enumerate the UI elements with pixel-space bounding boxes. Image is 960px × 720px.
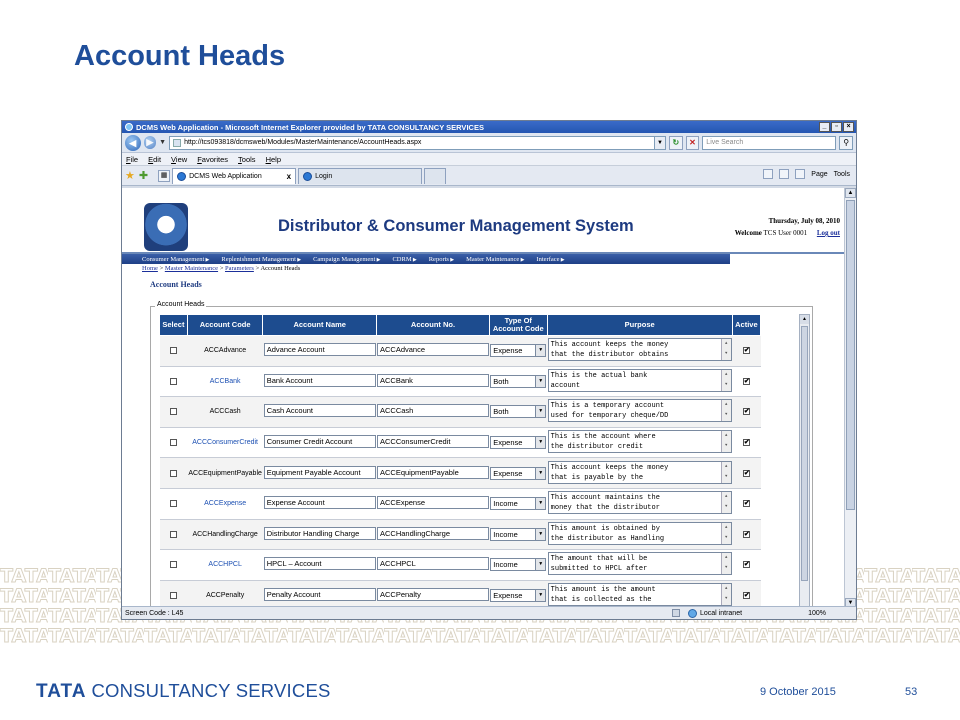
purpose-textarea[interactable] xyxy=(548,552,732,575)
col-account-code: Account Code xyxy=(187,315,263,336)
account-no-cell xyxy=(377,427,490,458)
select-cell xyxy=(160,580,188,608)
nav-reports[interactable]: Reports ▶ xyxy=(429,256,454,263)
select-cell xyxy=(160,550,188,581)
col-type: Type Of Account Code xyxy=(489,315,547,336)
account-code-cell xyxy=(187,550,263,581)
nav-interface[interactable]: Interface ▶ xyxy=(536,256,564,263)
select-checkbox[interactable] xyxy=(170,531,177,538)
active-cell xyxy=(732,427,760,458)
chevron-down-icon[interactable]: ▼ xyxy=(535,437,545,448)
select-cell xyxy=(160,397,188,428)
active-checkbox[interactable] xyxy=(743,470,750,477)
table-row xyxy=(160,550,761,581)
page-scroll-thumb[interactable] xyxy=(846,200,855,510)
col-select: Select xyxy=(160,315,188,336)
breadcrumb-sep: > xyxy=(219,265,224,272)
nav-campaign-management[interactable]: Campaign Management ▶ xyxy=(313,256,380,263)
refresh-button[interactable] xyxy=(669,136,683,150)
quick-tabs-icon[interactable]: ▦ xyxy=(158,170,170,182)
textarea-scroll-icon[interactable]: ▲ ▼ xyxy=(721,400,731,421)
type-cell xyxy=(489,550,547,581)
textarea-scroll-icon[interactable]: ▲ ▼ xyxy=(721,431,731,452)
address-bar xyxy=(122,133,856,153)
account-code[interactable]: ACCExpense xyxy=(204,500,247,508)
account-type-value: Both xyxy=(493,407,509,417)
col-active: Active xyxy=(732,315,760,336)
account-no-input[interactable]: ACCAdvance xyxy=(377,343,489,356)
account-no-cell xyxy=(377,488,490,519)
account-code[interactable]: ACCHPCL xyxy=(208,561,242,569)
active-checkbox[interactable] xyxy=(743,378,750,385)
breadcrumb xyxy=(122,264,846,274)
scroll-up-icon[interactable]: ▲ xyxy=(845,188,856,198)
breadcrumb-home[interactable]: Home xyxy=(142,265,158,272)
active-checkbox[interactable] xyxy=(743,347,750,354)
select-checkbox[interactable] xyxy=(170,470,177,477)
select-checkbox[interactable] xyxy=(170,439,177,446)
logo-consultancy-services: CONSULTANCY SERVICES xyxy=(91,680,331,701)
account-name-cell xyxy=(263,336,377,367)
stop-button[interactable] xyxy=(686,136,700,150)
back-arrow-icon: ◀ xyxy=(129,137,137,148)
favorites-star-icon[interactable]: ★ xyxy=(125,170,135,182)
select-checkbox[interactable] xyxy=(170,408,177,415)
chevron-down-icon[interactable]: ▼ xyxy=(535,590,545,601)
search-input[interactable]: Live Search xyxy=(702,136,836,150)
purpose-textarea[interactable] xyxy=(548,583,732,606)
scroll-up-icon[interactable]: ▲ xyxy=(800,315,809,324)
history-dropdown-icon[interactable]: ▼ xyxy=(159,139,167,146)
purpose-textarea[interactable] xyxy=(548,369,732,392)
account-code-cell xyxy=(187,336,263,367)
account-no-cell xyxy=(377,397,490,428)
chevron-down-icon[interactable]: ▼ xyxy=(535,529,545,540)
active-checkbox[interactable] xyxy=(743,408,750,415)
chevron-down-icon[interactable]: ▼ xyxy=(535,406,545,417)
col-purpose: Purpose xyxy=(547,315,732,336)
account-name-input[interactable]: HPCL – Account xyxy=(264,557,376,570)
account-type-value: Both xyxy=(493,376,509,386)
table-row xyxy=(160,458,761,489)
account-code-cell xyxy=(187,397,263,428)
slide-date: 9 October 2015 xyxy=(760,686,836,698)
globe-icon xyxy=(688,609,697,618)
purpose-line-2: submitted to HPCL after xyxy=(550,565,648,574)
section-title: Account Heads xyxy=(150,280,202,289)
tools-menu[interactable]: Tools xyxy=(833,170,850,178)
chevron-down-icon[interactable]: ▼ xyxy=(535,498,545,509)
table-row xyxy=(160,427,761,458)
account-type-select[interactable] xyxy=(490,344,546,357)
status-zone xyxy=(688,609,742,618)
account-name-cell xyxy=(263,550,377,581)
home-icon[interactable] xyxy=(763,169,773,179)
account-type-value: Income xyxy=(493,529,518,539)
account-no-cell xyxy=(377,519,490,550)
breadcrumb-sep: > xyxy=(255,265,260,272)
account-code: ACCCash xyxy=(209,408,241,416)
active-cell xyxy=(732,550,760,581)
tcs-logo xyxy=(36,680,331,703)
minimize-button[interactable]: _ xyxy=(819,122,830,132)
select-checkbox[interactable] xyxy=(170,378,177,385)
account-no-input[interactable]: ACCCash xyxy=(377,404,489,417)
active-cell xyxy=(732,336,760,367)
select-cell xyxy=(160,458,188,489)
account-type-value: Expense xyxy=(493,468,523,478)
type-cell xyxy=(489,336,547,367)
col-account-name: Account Name xyxy=(263,315,377,336)
account-type-value: Income xyxy=(493,499,518,509)
breadcrumb-parameters[interactable]: Parameters xyxy=(224,265,254,272)
grid-scroll-thumb[interactable] xyxy=(801,326,808,581)
scroll-down-icon[interactable]: ▼ xyxy=(845,598,856,608)
account-code-cell xyxy=(187,366,263,397)
select-checkbox[interactable] xyxy=(170,500,177,507)
status-screen-code: Screen Code : L45 xyxy=(125,609,184,617)
account-no-cell xyxy=(377,550,490,581)
active-cell xyxy=(732,580,760,608)
purpose-line-2: money that the distributor xyxy=(550,504,660,513)
account-name-input[interactable]: Distributor Handling Charge xyxy=(264,527,376,540)
nav-consumer-management[interactable]: Consumer Management ▶ xyxy=(142,256,209,263)
account-type-select[interactable] xyxy=(490,497,546,510)
account-name-input[interactable]: Equipment Payable Account xyxy=(264,466,376,479)
new-tab-button[interactable] xyxy=(424,168,446,184)
menu-favorites[interactable]: Favorites xyxy=(197,154,229,164)
purpose-line-2: used for temporary cheque/DD xyxy=(550,412,669,421)
account-type-select[interactable] xyxy=(490,436,546,449)
close-tab-icon[interactable]: x xyxy=(286,171,292,181)
account-type-value: Expense xyxy=(493,438,523,448)
welcome-text xyxy=(735,229,840,237)
select-cell xyxy=(160,336,188,367)
user-name: TCS User 0001 xyxy=(763,229,808,237)
restore-button[interactable]: ▫ xyxy=(831,122,842,132)
page-scrollbar[interactable] xyxy=(844,188,856,608)
forward-arrow-icon: ▶ xyxy=(146,137,154,147)
fieldset-legend: Account Heads xyxy=(157,301,205,308)
textarea-scroll-icon[interactable]: ▲ ▼ xyxy=(721,339,731,360)
menu-help[interactable]: Help xyxy=(265,154,281,164)
active-cell xyxy=(732,488,760,519)
account-no-input[interactable]: ACCConsumerCredit xyxy=(377,435,489,448)
account-code-cell xyxy=(187,519,263,550)
active-checkbox[interactable] xyxy=(743,500,750,507)
purpose-textarea[interactable] xyxy=(548,461,732,484)
nav-replenishment-management[interactable]: Replenishment Management ▶ xyxy=(221,256,301,263)
select-cell xyxy=(160,366,188,397)
account-name-input[interactable]: Expense Account xyxy=(264,496,376,509)
feeds-icon[interactable] xyxy=(779,169,789,179)
purpose-cell xyxy=(547,397,732,428)
type-cell xyxy=(489,366,547,397)
account-type-select[interactable] xyxy=(490,467,546,480)
purpose-line-2: the distributor as Handling xyxy=(550,534,665,543)
account-heads-table xyxy=(159,314,761,608)
app-header xyxy=(122,188,846,254)
tab-login[interactable] xyxy=(298,168,422,184)
purpose-line-2: that the distributor obtains xyxy=(550,351,669,360)
account-code-cell xyxy=(187,458,263,489)
window-title: DCMS Web Application - Microsoft Internet Explorer provided by TATA CONSULTANCY SERVICES xyxy=(136,122,484,132)
purpose-cell xyxy=(547,580,732,608)
grid-scrollbar[interactable] xyxy=(799,314,810,608)
current-date: Thursday, July 08, 2010 xyxy=(768,217,840,225)
account-no-input[interactable]: ACCPenalty xyxy=(377,588,489,601)
account-type-value: Income xyxy=(493,560,518,570)
account-name-cell xyxy=(263,458,377,489)
account-code: ACCPenalty xyxy=(206,592,245,600)
active-cell xyxy=(732,458,760,489)
ie-icon xyxy=(303,172,312,181)
account-type-select[interactable] xyxy=(490,589,546,602)
purpose-line-2: account xyxy=(550,381,581,390)
active-checkbox[interactable] xyxy=(743,439,750,446)
chevron-down-icon[interactable]: ▼ xyxy=(535,559,545,570)
textarea-scroll-icon[interactable]: ▲ ▼ xyxy=(721,553,731,574)
slide-page-number: 53 xyxy=(905,686,918,698)
page-menu[interactable]: Page xyxy=(811,170,828,178)
menu-edit[interactable]: Edit xyxy=(148,154,162,164)
type-cell xyxy=(489,458,547,489)
purpose-textarea[interactable] xyxy=(548,430,732,453)
ie-icon xyxy=(125,123,133,131)
account-type-select[interactable] xyxy=(490,558,546,571)
account-code[interactable]: ACCConsumerCredit xyxy=(192,439,259,447)
purpose-line-1: This account keeps the money xyxy=(550,463,669,472)
purpose-line-1: This is the account where xyxy=(550,433,656,442)
account-no-input[interactable]: ACCBank xyxy=(377,374,489,387)
purpose-cell xyxy=(547,336,732,367)
textarea-scroll-icon[interactable]: ▲ ▼ xyxy=(721,492,731,513)
account-name-input[interactable]: Bank Account xyxy=(264,374,376,387)
purpose-cell xyxy=(547,550,732,581)
account-name-cell xyxy=(263,519,377,550)
hpcl-logo xyxy=(144,203,188,251)
account-code[interactable]: ACCBank xyxy=(209,377,241,385)
account-name-input[interactable]: Cash Account xyxy=(264,404,376,417)
logout-link[interactable]: Log out xyxy=(816,229,840,237)
purpose-line-2: that is payable by the xyxy=(550,473,644,482)
table-row xyxy=(160,580,761,608)
status-bar xyxy=(122,606,857,619)
select-cell xyxy=(160,427,188,458)
menu-file[interactable]: File xyxy=(126,154,139,164)
select-checkbox[interactable] xyxy=(170,592,177,599)
purpose-line-1: The amount that will be xyxy=(550,555,648,564)
search-icon: ⚲ xyxy=(843,137,850,147)
textarea-scroll-icon[interactable]: ▲ ▼ xyxy=(721,523,731,544)
back-button[interactable] xyxy=(125,135,141,151)
logo-tata: TATA xyxy=(36,681,87,702)
search-button[interactable] xyxy=(839,136,853,150)
select-checkbox[interactable] xyxy=(170,347,177,354)
account-type-value: Expense xyxy=(493,346,523,356)
type-cell xyxy=(489,427,547,458)
table-row xyxy=(160,366,761,397)
breadcrumb-sep: > xyxy=(159,265,164,272)
account-no-input[interactable]: ACCEquipmentPayable xyxy=(377,466,489,479)
purpose-line-2: the distributor credit xyxy=(550,443,644,452)
status-zone-label: Local intranet xyxy=(700,609,743,617)
table-row xyxy=(160,488,761,519)
url-text: http://tcs093818/dcmsweb/Modules/MasterMaintenance/AccountHeads.aspx xyxy=(184,138,422,146)
table-row xyxy=(160,336,761,367)
purpose-line-2: that is collected as the xyxy=(550,596,652,605)
slide-title: Account Heads xyxy=(74,40,286,72)
zoom-level[interactable]: 100% xyxy=(808,609,826,617)
app-nav-menu xyxy=(122,254,730,264)
account-code: ACCAdvance xyxy=(204,347,247,355)
purpose-cell xyxy=(547,427,732,458)
account-type-select[interactable] xyxy=(490,375,546,388)
account-no-cell xyxy=(377,458,490,489)
account-type-value: Expense xyxy=(493,591,523,601)
account-name-cell xyxy=(263,580,377,608)
account-no-cell xyxy=(377,336,490,367)
nav-cdrm[interactable]: CDRM ▶ xyxy=(392,256,416,263)
account-no-input[interactable]: ACCExpense xyxy=(377,496,489,509)
page-icon xyxy=(173,139,181,147)
active-checkbox[interactable] xyxy=(743,531,750,538)
purpose-cell xyxy=(547,519,732,550)
tab-label: DCMS Web Application xyxy=(189,172,262,180)
account-code: ACCHandlingCharge xyxy=(192,530,258,538)
refresh-icon: ↻ xyxy=(672,137,680,147)
purpose-textarea[interactable] xyxy=(548,399,732,422)
window-title-bar xyxy=(122,121,856,133)
forward-button[interactable] xyxy=(144,136,157,149)
table-header-row xyxy=(160,315,761,336)
purpose-textarea[interactable] xyxy=(548,338,732,361)
page-viewport xyxy=(122,188,846,608)
textarea-scroll-icon[interactable]: ▲ ▼ xyxy=(721,370,731,391)
account-no-cell xyxy=(377,580,490,608)
nav-master-maintenance[interactable]: Master Maintenance ▶ xyxy=(466,256,524,263)
select-cell xyxy=(160,519,188,550)
type-cell xyxy=(489,488,547,519)
active-checkbox[interactable] xyxy=(743,592,750,599)
textarea-scroll-icon[interactable]: ▲ ▼ xyxy=(721,584,731,605)
welcome-label: Welcome xyxy=(734,229,762,237)
account-no-input[interactable]: ACCHPCL xyxy=(377,557,489,570)
table-row xyxy=(160,397,761,428)
account-code: ACCEquipmentPayable xyxy=(188,469,262,477)
account-name-cell xyxy=(263,366,377,397)
security-icon xyxy=(672,609,680,617)
active-checkbox[interactable] xyxy=(743,561,750,568)
account-name-cell xyxy=(263,488,377,519)
breadcrumb-current: Account Heads xyxy=(260,265,301,272)
purpose-cell xyxy=(547,488,732,519)
select-cell xyxy=(160,488,188,519)
account-type-select[interactable] xyxy=(490,528,546,541)
app-name: Distributor & Consumer Management System xyxy=(278,217,634,235)
account-name-input[interactable]: Consumer Credit Account xyxy=(264,435,376,448)
active-cell xyxy=(732,366,760,397)
type-cell xyxy=(489,580,547,608)
textarea-scroll-icon[interactable]: ▲ ▼ xyxy=(721,462,731,483)
purpose-line-1: This amount is the amount xyxy=(550,586,656,595)
chevron-down-icon[interactable]: ▼ xyxy=(535,376,545,387)
purpose-cell xyxy=(547,458,732,489)
tab-dcms[interactable] xyxy=(172,168,296,184)
close-window-button[interactable]: × xyxy=(843,122,854,132)
stop-icon: ✕ xyxy=(689,137,696,147)
table-row xyxy=(160,519,761,550)
add-favorite-icon[interactable]: ✚ xyxy=(138,170,149,182)
purpose-textarea[interactable] xyxy=(548,491,732,514)
account-name-input[interactable]: Penalty Account xyxy=(264,588,376,601)
ie-icon xyxy=(177,172,186,181)
chevron-down-icon[interactable]: ▼ xyxy=(535,345,545,356)
purpose-line-1: This account maintains the xyxy=(550,494,660,503)
account-name-cell xyxy=(263,427,377,458)
purpose-textarea[interactable] xyxy=(548,522,732,545)
type-cell xyxy=(489,397,547,428)
purpose-line-1: This account keeps the money xyxy=(550,341,669,350)
account-name-input[interactable]: Advance Account xyxy=(264,343,376,356)
account-type-select[interactable] xyxy=(490,405,546,418)
tab-label: Login xyxy=(315,172,333,180)
menu-view[interactable]: View xyxy=(171,154,188,164)
tab-bar xyxy=(122,166,856,186)
browser-window xyxy=(121,120,857,620)
account-code-cell xyxy=(187,427,263,458)
purpose-line-1: This amount is obtained by xyxy=(550,524,660,533)
account-name-cell xyxy=(263,397,377,428)
purpose-cell xyxy=(547,366,732,397)
chevron-down-icon[interactable]: ▼ xyxy=(535,468,545,479)
active-cell xyxy=(732,397,760,428)
url-input[interactable] xyxy=(169,136,666,150)
menu-bar xyxy=(122,153,856,166)
select-checkbox[interactable] xyxy=(170,561,177,568)
breadcrumb-master-maintenance[interactable]: Master Maintenance xyxy=(164,265,219,272)
purpose-line-1: This is a temporary account xyxy=(550,402,665,411)
url-dropdown-icon[interactable]: ▼ xyxy=(654,137,665,149)
account-no-cell xyxy=(377,366,490,397)
active-cell xyxy=(732,519,760,550)
account-code-cell xyxy=(187,580,263,608)
col-account-no: Account No. xyxy=(377,315,490,336)
print-icon[interactable] xyxy=(795,169,805,179)
type-cell xyxy=(489,519,547,550)
purpose-line-1: This is the actual bank xyxy=(550,371,648,380)
account-code-cell xyxy=(187,488,263,519)
menu-tools[interactable]: Tools xyxy=(238,154,256,164)
account-no-input[interactable]: ACCHandlingCharge xyxy=(377,527,489,540)
